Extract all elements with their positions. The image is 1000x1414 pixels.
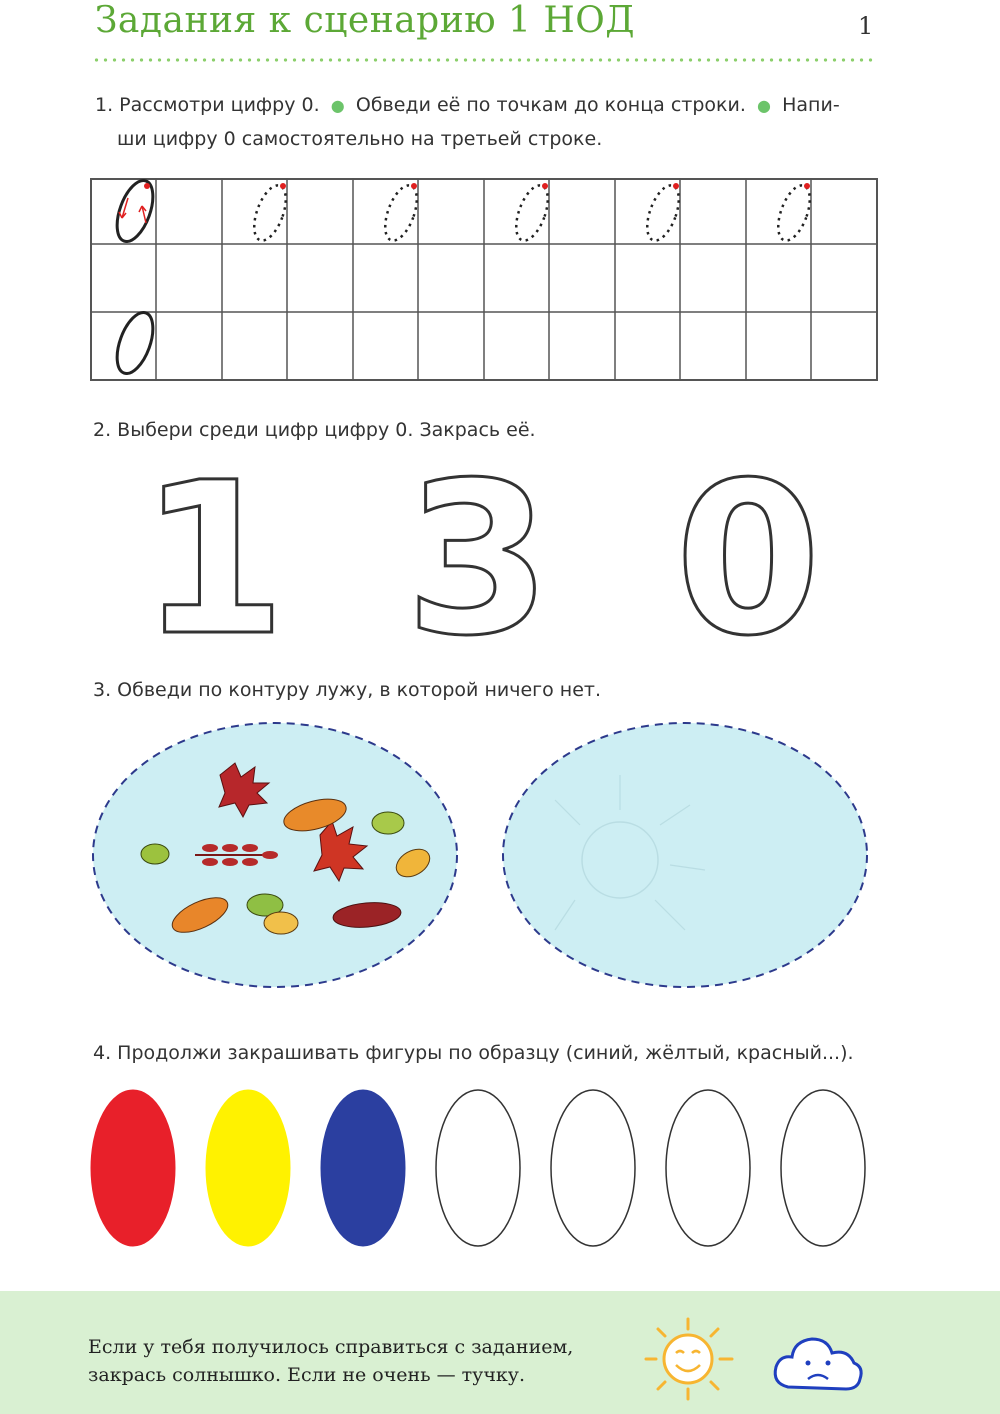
task4-text: 4. Продолжи закрашивать фигуры по образцу (синий, жёлтый, красный...).: [93, 1042, 854, 1064]
empty-puddle: [503, 723, 867, 987]
task1-text-line2: ши цифру 0 самостоятельно на третьей строке.: [117, 128, 603, 150]
digit-three: 3: [405, 462, 552, 647]
task3-text: 3. Обведи по контуру лужу, в которой ничего нет.: [93, 679, 601, 701]
task2-text: 2. Выбери среди цифр цифру 0. Закрась её.: [93, 419, 536, 441]
sun-icon[interactable]: [638, 1315, 738, 1403]
task1-instructions: [95, 89, 840, 122]
oval-2[interactable]: [206, 1090, 290, 1246]
ovals-row[interactable]: [85, 1085, 875, 1255]
tracing-grid[interactable]: [90, 178, 878, 381]
bullet-icon: ●: [751, 96, 777, 115]
oval-3[interactable]: [321, 1090, 405, 1246]
digits-row[interactable]: [140, 462, 860, 647]
cloud-icon[interactable]: [768, 1323, 868, 1403]
footer-line2: закрась солнышко. Если не очень — тучку.: [88, 1364, 525, 1386]
sample-zero-row3-icon: [110, 308, 160, 378]
task1-text-a: 1. Рассмотри цифру 0.: [95, 94, 320, 116]
footer-text: [88, 1333, 573, 1389]
oval-6[interactable]: [666, 1090, 750, 1246]
puddles-area[interactable]: [85, 715, 885, 1005]
digit-one: 1: [140, 462, 287, 647]
bullet-icon: ●: [325, 96, 350, 115]
puddle-with-leaves: [93, 723, 457, 987]
oval-5[interactable]: [551, 1090, 635, 1246]
task1-text-c: Напи-: [782, 94, 840, 116]
page-number: 1: [858, 12, 874, 40]
task1-text-b: Обведи её по точкам до конца строки.: [355, 94, 746, 116]
sample-zero-icon: [110, 178, 160, 246]
footer-line1: Если у тебя получилось справиться с заданием,: [88, 1336, 574, 1358]
oval-4[interactable]: [436, 1090, 520, 1246]
page-title: Задания к сценарию 1 НОД: [95, 0, 636, 41]
oval-1[interactable]: [91, 1090, 175, 1246]
oval-7[interactable]: [781, 1090, 865, 1246]
header-dotted-divider: [92, 58, 877, 62]
digit-zero: 0: [675, 462, 822, 647]
